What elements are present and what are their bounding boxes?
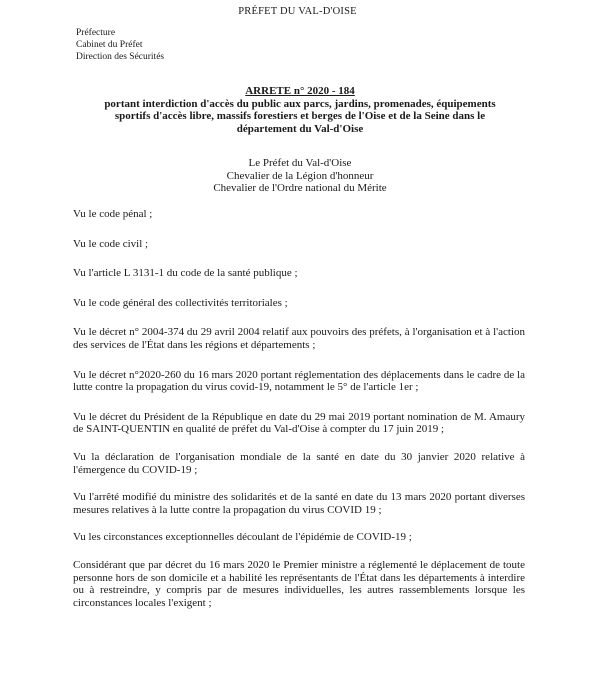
considerant-item: Considérant que par décret du 16 mars 2020 le Premier ministre a réglementé le déplacement de toute personne hors de son domicile et a habilité les représentants de l'État dans les départements à interdire ou à restreindre, y compris par de mesures individuelles, les autres rassemblements lorsque les circonstances locales l'exigent ; [73, 558, 525, 609]
legal-basis-list [73, 208, 525, 624]
authority-block [140, 157, 460, 195]
authority-line-prefet: Le Préfet du Val-d'Oise [248, 157, 352, 169]
authority-line-ordre: Chevalier de l'Ordre national du Mérite [213, 182, 387, 194]
legal-basis-item: Vu l'article L 3131-1 du code de la santé publique ; [73, 267, 298, 280]
legal-basis-item: Vu le code général des collectivités territoriales ; [73, 296, 288, 309]
issuing-services [76, 27, 164, 63]
service-line-direction: Direction des Sécurités [76, 52, 165, 62]
legal-basis-item: Vu l'arrêté modifié du ministre des solidarités et de la santé en date du 13 mars 2020 portant diverses mesures relatives à la lutte contre la propagation du virus COVID 19 ; [73, 491, 525, 516]
legal-basis-item: Vu la déclaration de l'organisation mondiale de la santé en date du 30 janvier 2020 relative à l'émergence du COVID-19 ; [73, 450, 525, 476]
decree-title-line: portant interdiction d'accès du public aux parcs, jardins, promenades, équipements [104, 97, 496, 110]
decree-title-line: sportifs d'accès libre, massifs forestiers et berges de l'Oise et de la Seine dans le [114, 110, 486, 122]
legal-basis-item: Vu le code civil ; [73, 237, 149, 250]
authority-line-legion: Chevalier de la Légion d'honneur [226, 169, 374, 182]
prefet-header: PRÉFET DU VAL-D'OISE [238, 6, 357, 17]
decree-title [70, 85, 530, 135]
legal-basis-item: Vu le décret du Président de la République en date du 29 mai 2019 portant nomination de M. Amaury de SAINT-QUENTIN en qualité de préfet du Val-d'Oise à compter du 17 juin 2019 ; [73, 410, 525, 436]
legal-basis-item: Vu le décret n°2020-260 du 16 mars 2020 portant réglementation des déplacements dans le cadre de la lutte contre la propagation du virus covid-19, notamment le 5° de l'article 1er ; [73, 368, 525, 394]
decree-number: ARRETE n° 2020 - 184 [245, 85, 355, 97]
legal-basis-item: Vu les circonstances exceptionnelles découlant de l'épidémie de COVID-19 ; [73, 531, 412, 544]
service-line-prefecture: Préfecture [76, 28, 116, 38]
legal-basis-item: Vu le code pénal ; [73, 208, 153, 220]
legal-basis-item: Vu le décret n° 2004-374 du 29 avril 2004 relatif aux pouvoirs des préfets, à l'organisation et à l'action des services de l'État dans les régions et départements ; [73, 326, 525, 351]
service-line-cabinet: Cabinet du Préfet [76, 40, 143, 50]
decree-title-line: département du Val-d'Oise [236, 122, 364, 135]
